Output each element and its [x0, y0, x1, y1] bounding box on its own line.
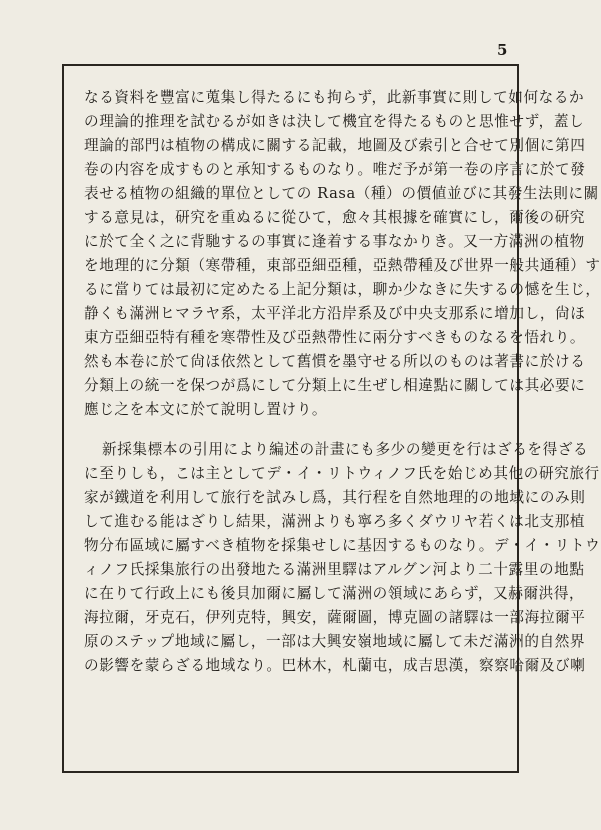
text-line: なる資料を豐富に蒐集し得たるにも拘らず，此新事實に則して如何なるか	[84, 89, 585, 106]
text-line: 東方亞細亞特有種を寒帶性及び亞熱帶性に兩分すべきものなるを悟れり。	[84, 329, 586, 346]
text-line: るに當りては最初に定めたる上記分類は，聊か少なきに失するの憾を生じ，	[84, 281, 601, 298]
text-line: 然も本卷に於て尙ほ依然として舊慣を墨守せる所以のものは著書に於ける	[84, 353, 586, 370]
text-line: の理論的推理を試むるが如きは決して機宜を得たるものと思惟せず，蓋し	[84, 113, 585, 130]
text-line: 原のステップ地域に屬し，一部は大興安嶺地域に屬して未だ滿洲的自然界	[84, 633, 586, 650]
page-number: 5	[497, 41, 508, 59]
text-line: 新採集標本の引用により編述の計畫にも多少の變更を行はざるを得ざる	[102, 441, 589, 458]
text-line: を地理的に分類（寒帶種，東部亞細亞種，亞熱帶種及び世界一般共通種）す	[84, 257, 601, 274]
text-line: に在りて行政上にも後貝加爾に屬して滿洲の領域にあらず，又赫爾洪得，	[84, 585, 585, 602]
text-line: に於て全く之に背馳するの事實に逢着する事なかりき。又一方滿洲の植物	[84, 233, 585, 250]
text-line: 應じ之を本文に於て說明し置けり。	[84, 401, 328, 418]
text-line: 静くも滿洲ヒマラヤ系，太平洋北方沿岸系及び中央支那系に增加し，尙ほ	[84, 305, 586, 322]
text-line: 表せる植物の組織的單位としての Rasa（種）の價値並びに其發生法則に關	[84, 185, 599, 202]
text-body	[84, 86, 601, 678]
text-line: 卷の内容を成すものと承知するものなり。唯だ予が第一卷の序言に於て發	[84, 161, 586, 178]
text-line: 物分布區域に屬すべき植物を採集せしに基因するものなり。デ・イ・リトウ	[84, 537, 601, 554]
text-line: 理論的部門は植物の構成に關する記載，地圖及び索引と合せて別個に第四	[84, 137, 586, 154]
text-frame	[62, 64, 601, 773]
text-line: 家が鐵道を利用して旅行を試みし爲，其行程を自然地理的の地域にのみ則	[84, 489, 586, 506]
text-line: 海拉爾，牙克石，伊列克特，興安，薩爾圖，博克圖の諸驛は一部海拉爾平	[84, 609, 586, 626]
text-line: 分類上の統一を保つが爲にして分類上に生ぜし相違點に關しては其必要に	[84, 377, 586, 394]
text-line: の影響を蒙らざる地域なり。巴林木，札蘭屯，成吉思漢，察察哈爾及び喇	[84, 657, 586, 674]
text-line: する意見は，研究を重ぬるに從ひて，愈々其根據を確實にし，爾後の研究	[84, 209, 586, 226]
text-line: して進むる能はざりし結果，滿洲よりも寧ろ多くダウリヤ若くは北支那植	[84, 513, 586, 530]
text-line: ィノフ氏採集旅行の出發地たる滿洲里驛はアルグン河より二十露里の地點	[84, 561, 585, 578]
text-line: に至りしも，こは主としてデ・イ・リトウィノフ氏を始じめ其他の研究旅行	[84, 465, 600, 482]
